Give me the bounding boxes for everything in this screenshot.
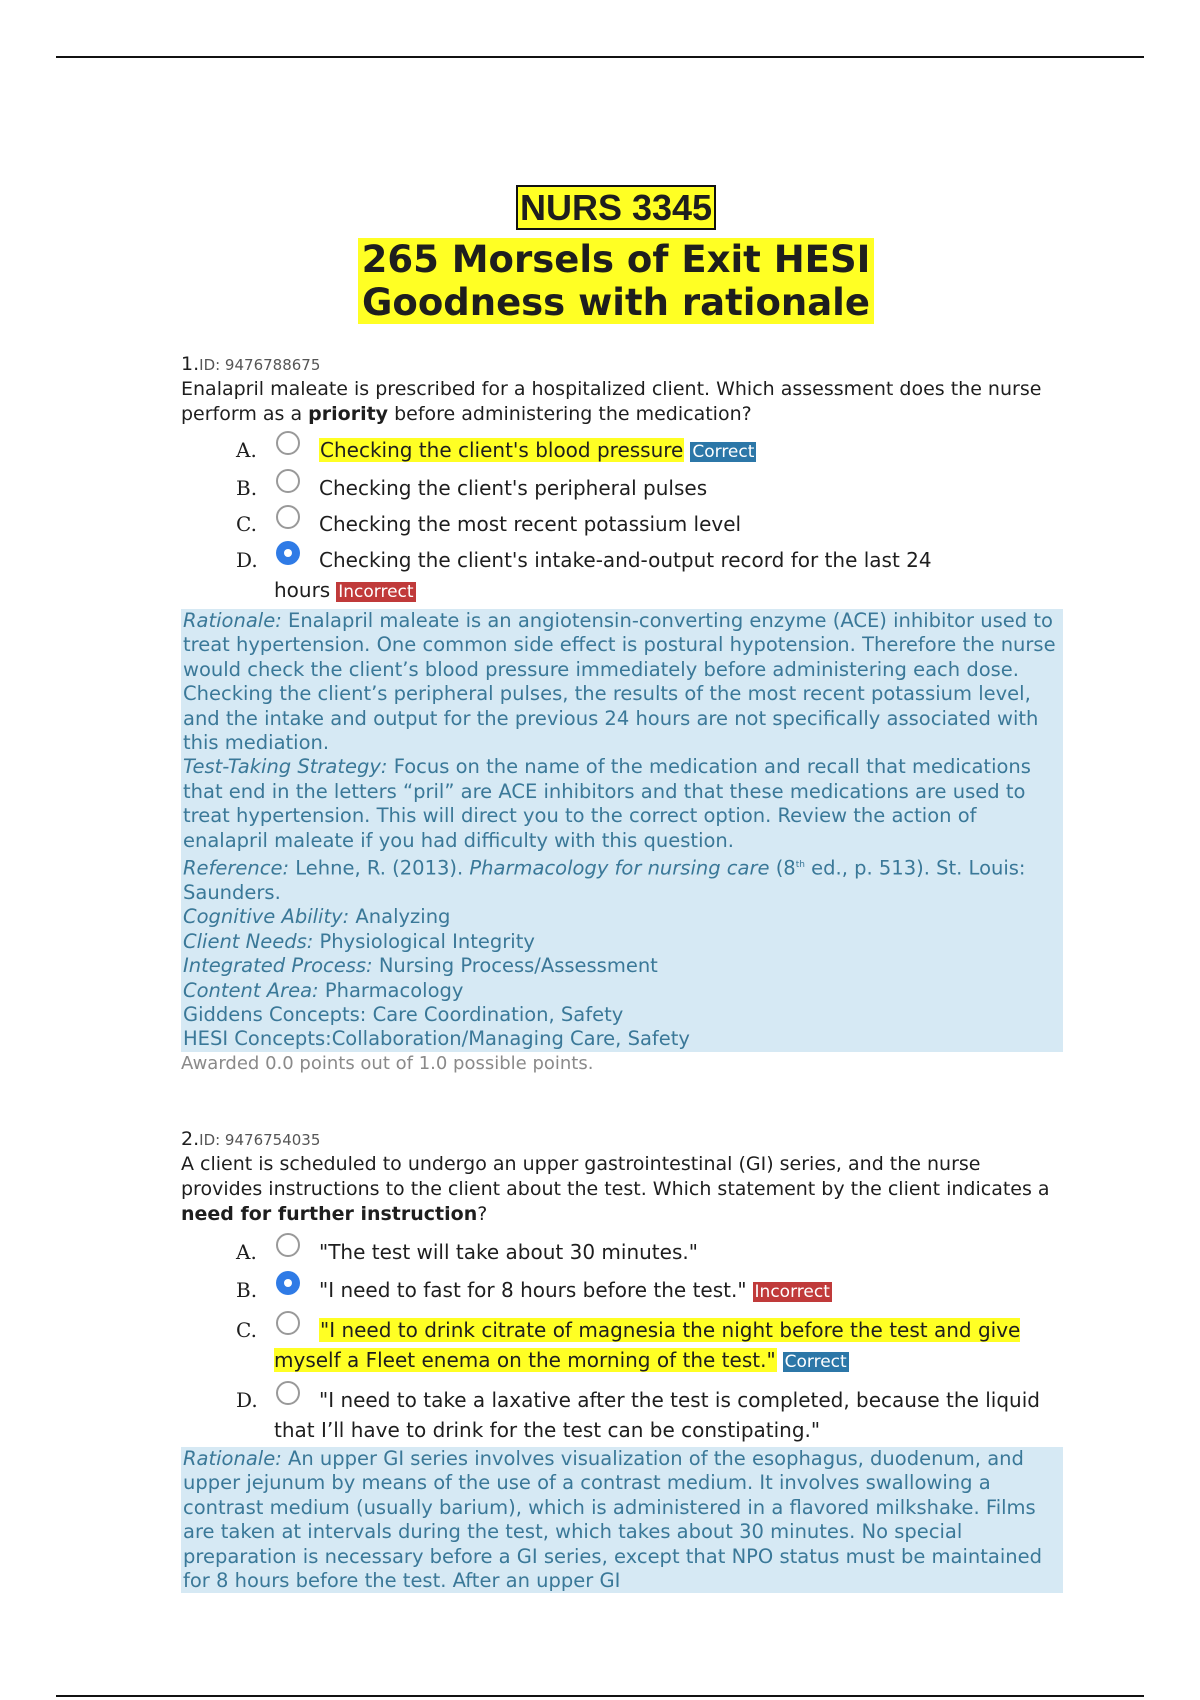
question-1 [181, 352, 1061, 1076]
option-letter: C. [236, 512, 257, 536]
option-text: Checking the client's blood pressure [320, 438, 684, 462]
top-rule [56, 56, 1144, 58]
option-letter: C. [236, 1318, 257, 1342]
radio-button[interactable] [276, 1233, 300, 1257]
question-id: ID: 9476788675 [199, 356, 321, 374]
option-text: "The test will take about 30 minutes." [319, 1240, 698, 1264]
option-letter: A. [236, 438, 257, 462]
correct-badge: Correct [784, 1352, 847, 1372]
option-letter: D. [236, 548, 258, 572]
document-title: 265 Morsels of Exit HESI Goodness with rationale [0, 238, 1200, 324]
option-letter: D. [236, 1388, 258, 1412]
option-text: "I need to fast for 8 hours before the test." [319, 1278, 747, 1302]
radio-button[interactable] [276, 505, 300, 529]
bottom-rule [56, 1695, 1144, 1697]
radio-button-selected[interactable] [276, 1271, 300, 1295]
incorrect-badge: Incorrect [754, 1282, 830, 1302]
option-text: Checking the client's intake-and-output record for the last 24 hours [274, 548, 932, 602]
option-text: "I need to drink citrate of magnesia the night before the test and give myself a Fleet enema on the morning of the test." [274, 1318, 1021, 1372]
radio-button[interactable] [276, 469, 300, 493]
option-b[interactable] [236, 1275, 1061, 1307]
question-2 [181, 1127, 1061, 1593]
option-letter: B. [236, 1278, 258, 1302]
question-header [181, 1127, 1061, 1152]
radio-button[interactable] [276, 1381, 300, 1405]
option-text: "I need to take a laxative after the test is completed, because the liquid that I’ll have to drink for the test can be constipating." [274, 1388, 1040, 1442]
question-stem: A client is scheduled to undergo an upper gastrointestinal (GI) series, and the nurse provides instructions to the client about the test. Which statement by the client indicates a need for further instruction? [181, 1153, 1050, 1225]
option-letter: A. [236, 1240, 257, 1264]
option-d[interactable] [236, 1385, 1061, 1445]
radio-button[interactable] [276, 1311, 300, 1335]
question-number: 2. [181, 1128, 200, 1150]
rationale-box: Rationale: Enalapril maleate is an angiotensin-converting enzyme (ACE) inhibitor used to treat hypertension. One common side effect is postural hypotension. Therefore the nurse would check the client’s blood pressure immediately before administering each dose. Checking the client’s peripheral pulses, the results of the most recent potassium level, and the intake and output for the previous 24 hours are not specifically associated with this mediation. Test-Taking Strategy: Focus on the name of the medication and recall that medications that end in the letters “pril” are ACE inhibitors and that these medications are used to treat hypertension. This will direct you to the correct option. Review the action of enalapril maleate if you had difficulty with this question. Reference: Lehne, R. (2013). Pharmacology for nursing care (8th ed., p. 513). St. Louis: Saunders. Cognitive Ability: Analyzing Client Needs: Physiological Integrity Integrated Process: Nursing Process/Assessment Content Area: Pharmacology Giddens Concepts: Care Coordination, Safety HESI Concepts:Collaboration/Managing Care, Safety [181, 609, 1063, 1052]
option-b[interactable] [236, 473, 1061, 503]
question-number: 1. [181, 353, 200, 375]
option-a[interactable] [236, 435, 1061, 467]
radio-button[interactable] [276, 431, 300, 455]
option-c[interactable] [236, 509, 1061, 539]
option-text: Checking the client's peripheral pulses [319, 476, 708, 500]
rationale-box: Rationale: An upper GI series involves visualization of the esophagus, duodenum, and upper jejunum by means of the use of a contrast medium. It involves swallowing a contrast medium (usually barium), which is administered in a flavored milkshake. Films are taken at intervals during the test, which takes about 30 minutes. No special preparation is necessary before a GI series, except that NPO status must be maintained for 8 hours before the test. After an upper GI [181, 1447, 1063, 1593]
option-text: Checking the most recent potassium level [319, 512, 742, 536]
option-c[interactable] [236, 1315, 1061, 1377]
question-stem: Enalapril maleate is prescribed for a hospitalized client. Which assessment does the nurse perform as a priority before administering the medication? [181, 378, 1042, 425]
awarded-points: Awarded 0.0 points out of 1.0 possible points. [181, 1052, 594, 1074]
correct-badge: Correct [692, 442, 755, 462]
option-d[interactable] [236, 545, 1061, 607]
radio-button-selected[interactable] [276, 541, 300, 565]
question-id: ID: 9476754035 [199, 1131, 321, 1149]
course-code: NURS 3345 [0, 188, 1200, 228]
option-a[interactable] [236, 1237, 1061, 1267]
option-letter: B. [236, 476, 258, 500]
question-header [181, 352, 1061, 377]
incorrect-badge: Incorrect [338, 582, 414, 602]
